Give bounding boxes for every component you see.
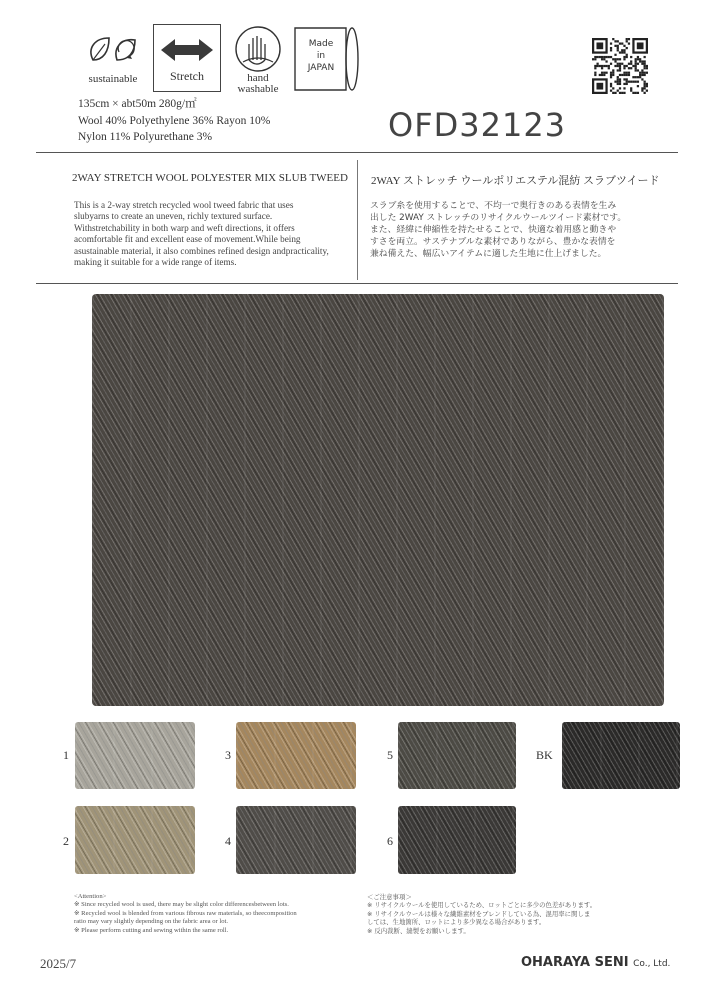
note-jp-line: しては、生地箇所、ロットにより多少異なる場合があります。 bbox=[367, 918, 546, 927]
desc-jp-line: すさを両立。サステナブルな素材でありながら、豊かな表情を bbox=[370, 237, 616, 247]
width-weight: 135cm × abt50m 280g/㎡ bbox=[78, 98, 197, 110]
swatch-label-5: 5 bbox=[387, 748, 393, 762]
brand-suffix: Co., Ltd. bbox=[633, 959, 671, 969]
issue-date: 2025/7 bbox=[40, 956, 77, 971]
leaf-icon bbox=[83, 30, 143, 70]
desc-jp-line: 出した 2WAY ストレッチのリサイクルウールツイード素材です。 bbox=[370, 213, 627, 223]
product-code: OFD32123 bbox=[388, 106, 567, 144]
note-en-line: <Attention> bbox=[74, 893, 107, 900]
description-japanese bbox=[370, 200, 670, 260]
desc-en-line: making it suitable for a wide range of items. bbox=[74, 257, 237, 268]
note-jp-line: ※ リサイクルウールを使用しているため、ロットごとに多少の色差があります。 bbox=[367, 901, 597, 910]
swatch-label-4: 4 bbox=[225, 834, 231, 848]
made-label: Made bbox=[308, 39, 334, 49]
notes-japanese bbox=[367, 893, 687, 935]
desc-jp-line: また、経緯に伸縮性を持たせることで、快適な着用感と動きや bbox=[370, 225, 617, 235]
desc-jp-line: スラブ糸を使用することで、不均一で奥行きのある表情を生み bbox=[370, 201, 617, 211]
desc-en-line: slubyarns to create an uneven, richly textured surface. bbox=[74, 211, 273, 222]
desc-en-line: acomfortable fit and excellent ease of movement.While being bbox=[74, 234, 301, 245]
color-swatch-4[interactable] bbox=[236, 806, 356, 874]
desc-en-line: This is a 2-way stretch recycled wool tweed fabric that uses bbox=[74, 200, 294, 210]
hand-label: hand bbox=[247, 72, 269, 84]
qr-code[interactable] bbox=[592, 38, 648, 94]
double-arrow-icon bbox=[159, 37, 215, 63]
swatch-label-3: 3 bbox=[225, 748, 231, 762]
description-bottom-divider bbox=[36, 283, 678, 284]
hand-wash-icon bbox=[231, 24, 285, 74]
composition-line-1: Wool 40% Polyethylene 36% Rayon 10% bbox=[78, 115, 271, 127]
sustainable-label: sustainable bbox=[88, 73, 138, 85]
header-divider bbox=[36, 152, 678, 153]
color-swatch-6[interactable] bbox=[398, 806, 516, 874]
color-swatch-5[interactable] bbox=[398, 722, 516, 789]
desc-en-line: asustainable material, it also combines refined design andpracticality, bbox=[74, 245, 329, 256]
stretch-label: Stretch bbox=[170, 69, 204, 83]
swatch-label-1: 1 bbox=[63, 748, 69, 762]
in-label: in bbox=[316, 51, 326, 61]
made-in-japan-badge bbox=[292, 24, 354, 94]
swatch-label-bk: BK bbox=[536, 748, 553, 762]
stretch-badge bbox=[153, 24, 221, 92]
composition-line-2: Nylon 11% Polyurethane 3% bbox=[78, 131, 213, 143]
washable-label: washable bbox=[237, 83, 279, 95]
note-en-line: ※ Recycled wool is blended from various fibrous raw materials, so theecomposition bbox=[74, 909, 297, 917]
desc-jp-line: 兼ね備えた、幅広いアイテムに適した生地に仕上げました。 bbox=[370, 249, 607, 259]
color-swatch-1[interactable] bbox=[75, 722, 195, 789]
desc-en-line: Withstretchability in both warp and weft directions, it offers bbox=[74, 222, 295, 233]
color-swatch-bk[interactable] bbox=[562, 722, 680, 789]
note-en-line: ratio may vary slightly depending on the fabric area or lot. bbox=[74, 918, 228, 926]
japan-label: JAPAN bbox=[307, 63, 335, 73]
description-divider bbox=[357, 160, 358, 280]
note-jp-line: ※ リサイクルウールは様々な繊維素材をブレンドしている為、混用率に関しま bbox=[367, 909, 591, 918]
note-jp-line: ＜ご注意事項＞ bbox=[367, 893, 412, 901]
title-japanese: 2WAY ストレッチ ウールポリエステル混紡 スラブツイード bbox=[371, 175, 660, 187]
hand-washable-badge bbox=[228, 24, 288, 96]
sustainable-badge bbox=[76, 24, 150, 92]
color-swatch-3[interactable] bbox=[236, 722, 356, 789]
color-swatch-2[interactable] bbox=[75, 806, 195, 874]
brand-name: OHARAYA SENI bbox=[521, 955, 629, 970]
main-fabric-swatch bbox=[92, 294, 664, 706]
note-en-line: ※ Since recycled wool is used, there may be slight color differencesbetween lots. bbox=[74, 901, 289, 909]
description-english bbox=[74, 200, 356, 268]
swatch-label-2: 2 bbox=[63, 834, 69, 848]
note-jp-line: ※ 反内裁断、縫製をお願いします。 bbox=[367, 926, 470, 935]
note-en-line: ※ Please perform cutting and sewing within the same roll. bbox=[74, 926, 229, 934]
title-english: 2WAY STRETCH WOOL POLYESTER MIX SLUB TWEED bbox=[72, 172, 348, 184]
notes-english bbox=[74, 893, 354, 935]
swatch-label-6: 6 bbox=[387, 834, 393, 848]
brand-logo bbox=[521, 955, 670, 970]
